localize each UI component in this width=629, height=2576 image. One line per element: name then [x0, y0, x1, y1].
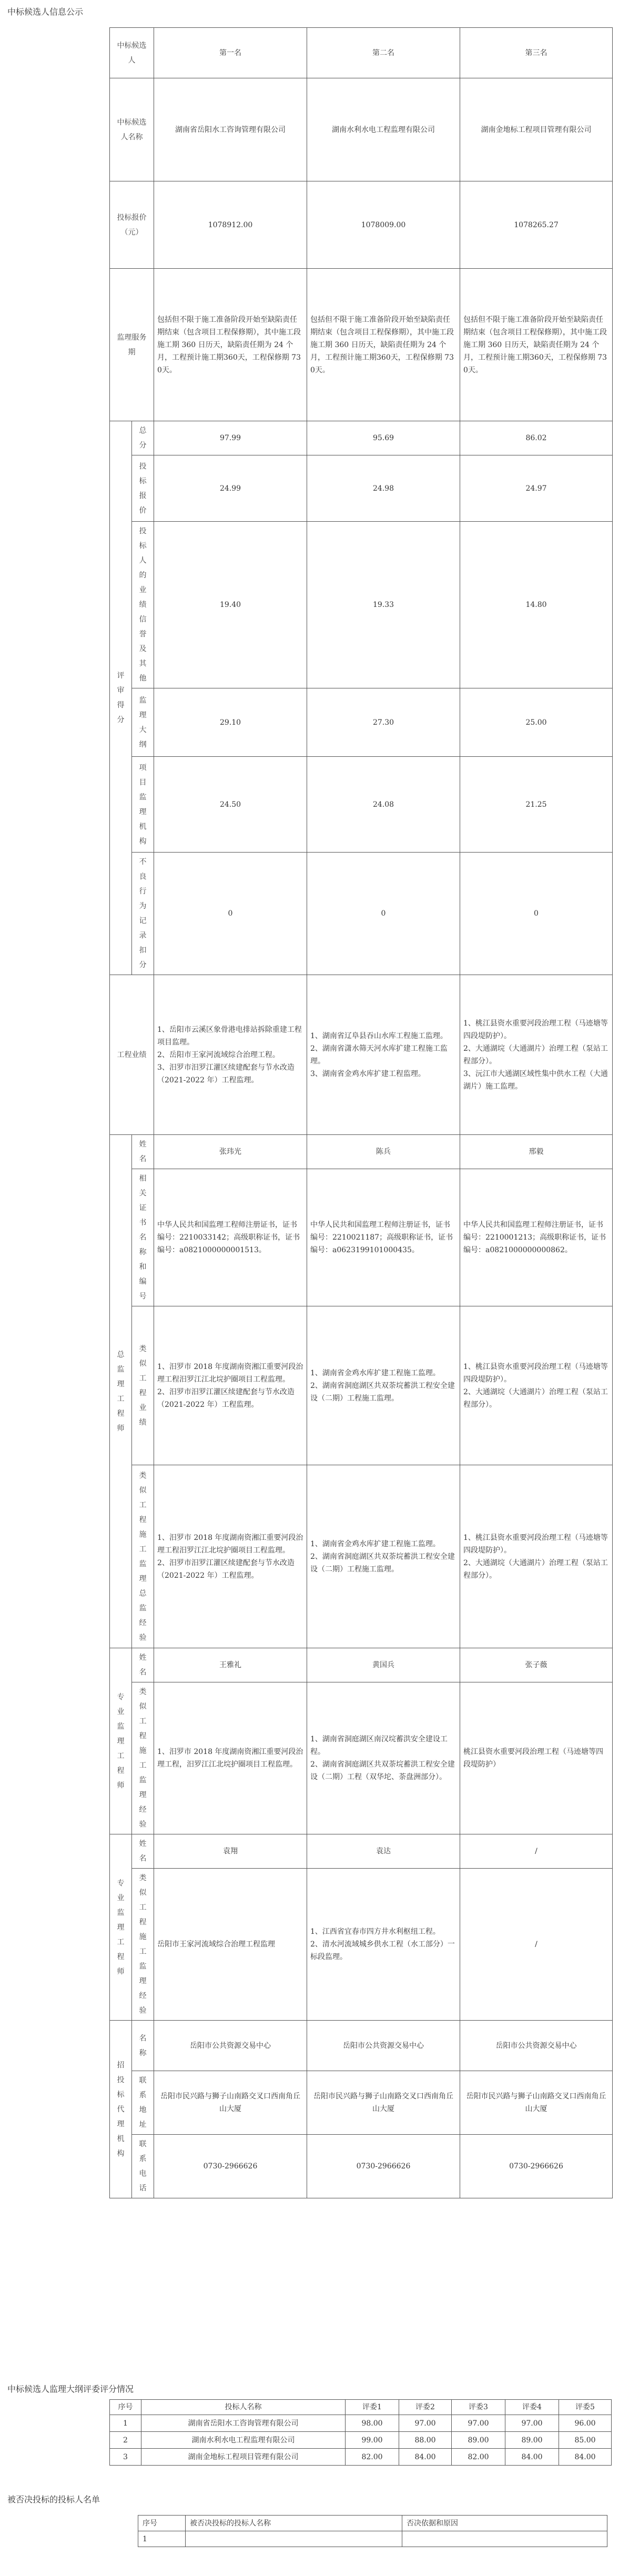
agency-tel-3: 0730-2966626	[460, 2135, 613, 2198]
spec2-exp-2: 1、江西省宜春市四方井水利枢纽工程。 2、清水河流域城乡供水工程（水工部分）一标段监理。	[307, 1869, 460, 2021]
score-cell: 99.00	[346, 2432, 399, 2449]
chief-cert-3: 中华人民共和国监理工程师注册证书，证书编号：2210001213；高级职称证书，证书编号：a0821000000000862。	[460, 1169, 613, 1306]
score-cell: 89.00	[505, 2432, 559, 2449]
agency-addr-label: 联系地址	[132, 2071, 154, 2135]
price-row	[110, 181, 613, 269]
scores-col-judge3: 评委3	[452, 2400, 505, 2415]
service-label: 监理服务期	[110, 269, 154, 421]
rejected-col-index: 序号	[138, 2516, 186, 2531]
chief-sim-1: 1、汨罗市 2018 年度湖南资湘江重要河段治理工程汨罗江江北垸护圈项目工程监理。 2、汨罗市汨罗江灌区续建配套与节水改造（2021-2022 年）工程监理。	[154, 1465, 307, 1648]
chief-sim-label: 类似工程施工监理总监经验	[132, 1465, 154, 1648]
performance-row	[110, 975, 613, 1135]
agency-group-label: 招投标代理机构	[110, 2021, 132, 2198]
spec2-exp-label: 类似工程施工监理经验	[132, 1869, 154, 2021]
eval-value-3-3: 25.00	[460, 688, 613, 757]
performance-label: 工程业绩	[110, 975, 154, 1135]
service-3: 包括但不限于施工准备阶段开始至缺陷责任期结束（包含项目工程保修期），其中施工段施工期 360 日历天，缺陷责任期为 24 个月，工程预计施工期360天，工程保修期 730天。	[460, 269, 613, 421]
score-cell: 84.00	[505, 2449, 559, 2466]
agency-name-2: 岳阳市公共资源交易中心	[307, 2021, 460, 2071]
chief-exp-label: 类似工程业绩	[132, 1306, 154, 1465]
eval-value-1-3: 24.97	[460, 455, 613, 522]
candidate-name-3: 湖南金地标工程项目管理有限公司	[460, 78, 613, 181]
rejected-col-reason: 否决依据和原因	[402, 2516, 607, 2531]
rejected-table	[138, 2515, 607, 2547]
eval-label-2: 投标人的业绩信誉及其他	[132, 522, 154, 688]
rank-row	[110, 28, 613, 78]
spec1-name-2: 黄国兵	[307, 1648, 460, 1682]
chief-cert-row	[110, 1169, 613, 1306]
chief-exp-row	[110, 1306, 613, 1465]
rejected-cell-reason	[402, 2531, 607, 2547]
performance-2: 1、湖南省辽阜县吞山水库工程施工监理。 2、湖南省潇水筛天河水库扩建工程施工监理。 3、湖南省金鸡水库扩建工程监理。	[307, 975, 460, 1135]
table-row	[110, 2449, 612, 2466]
spec1-exp-label: 类似工程施工监理经验	[132, 1682, 154, 1834]
spec2-name-row	[110, 1834, 613, 1869]
score-cell: 97.00	[505, 2415, 559, 2432]
score-cell: 97.00	[452, 2415, 505, 2432]
performance-1: 1、岳阳市云溪区象骨港电排站拆除重建工程项目监理。 2、岳阳市王家河流域综合治理工程。 3、汨罗市汨罗江灌区续建配套与节水改造（2021-2022 年）工程监理。	[154, 975, 307, 1135]
scores-col-judge2: 评委2	[399, 2400, 452, 2415]
score-cell: 85.00	[559, 2432, 612, 2449]
agency-name-row	[110, 2021, 613, 2071]
chief-sim-row	[110, 1465, 613, 1648]
candidates-table	[109, 27, 613, 2198]
spec1-group-label: 专业监理工程师	[110, 1648, 132, 1834]
eval-value-2-2: 19.33	[307, 522, 460, 688]
scores-col-index: 序号	[110, 2400, 141, 2415]
rejected-col-name: 被否决投标的投标人名称	[186, 2516, 402, 2531]
rejected-header-row	[138, 2516, 607, 2531]
scores-header-row	[110, 2400, 612, 2415]
spec1-name-label: 姓名	[132, 1648, 154, 1682]
eval-row-price	[110, 455, 613, 522]
agency-name-1: 岳阳市公共资源交易中心	[154, 2021, 307, 2071]
rejected-cell-index: 1	[138, 2531, 186, 2547]
rejected-cell-name	[186, 2531, 402, 2547]
price-2: 1078009.00	[307, 181, 460, 269]
chief-group-label: 总监理工程师	[110, 1135, 132, 1648]
eval-value-2-3: 14.80	[460, 522, 613, 688]
score-cell: 84.00	[399, 2449, 452, 2466]
score-cell: 98.00	[346, 2415, 399, 2432]
chief-exp-1: 1、汨罗市 2018 年度湖南资湘江重要河段治理工程汨罗江江北垸护圈项目工程监理。 2、汨罗市汨罗江灌区续建配套与节水改造（2021-2022 年）工程监理。	[154, 1306, 307, 1465]
rank-1: 第一名	[154, 28, 307, 78]
price-3: 1078265.27	[460, 181, 613, 269]
chief-cert-2: 中华人民共和国监理工程师注册证书，证书编号：2210021187；高级职称证书，证书编号：a0623199101000435。	[307, 1169, 460, 1306]
eval-label-5: 不良行为记录扣分	[132, 853, 154, 975]
price-label: 投标报价（元）	[110, 181, 154, 269]
spec1-name-1: 王雅礼	[154, 1648, 307, 1682]
score-cell: 湖南省岳阳水工咨询管理有限公司	[141, 2415, 346, 2432]
eval-value-5-2: 0	[307, 853, 460, 975]
spec2-exp-row	[110, 1869, 613, 2021]
spec2-name-2: 袁达	[307, 1834, 460, 1869]
score-cell: 89.00	[452, 2432, 505, 2449]
chief-name-3: 邢毅	[460, 1135, 613, 1169]
eval-value-2-1: 19.40	[154, 522, 307, 688]
scores-col-judge1: 评委1	[346, 2400, 399, 2415]
score-cell: 82.00	[452, 2449, 505, 2466]
table-row	[110, 2415, 612, 2432]
eval-row-penalty	[110, 853, 613, 975]
eval-value-0-3: 86.02	[460, 421, 613, 455]
chief-cert-label: 相关证书名称和编号	[132, 1169, 154, 1306]
agency-tel-2: 0730-2966626	[307, 2135, 460, 2198]
candidate-name-2: 湖南水利水电工程监理有限公司	[307, 78, 460, 181]
score-cell: 84.00	[559, 2449, 612, 2466]
agency-addr-row	[110, 2071, 613, 2135]
score-cell: 湖南水利水电工程监理有限公司	[141, 2432, 346, 2449]
eval-group-label: 评审得分	[110, 421, 132, 975]
agency-tel-1: 0730-2966626	[154, 2135, 307, 2198]
eval-value-5-3: 0	[460, 853, 613, 975]
agency-tel-label: 联系电话	[132, 2135, 154, 2198]
name-label: 中标候选人名称	[110, 78, 154, 181]
spec2-exp-3: /	[460, 1869, 613, 2021]
chief-name-1: 张玮光	[154, 1135, 307, 1169]
chief-name-label: 姓名	[132, 1135, 154, 1169]
scores-col-name: 投标人名称	[141, 2400, 346, 2415]
eval-value-3-1: 29.10	[154, 688, 307, 757]
eval-label-3: 监理大纲	[132, 688, 154, 757]
rank-3: 第三名	[460, 28, 613, 78]
score-cell: 湖南金地标工程项目管理有限公司	[141, 2449, 346, 2466]
score-cell: 1	[110, 2415, 141, 2432]
eval-label-4: 项目监理机构	[132, 757, 154, 853]
eval-value-4-1: 24.50	[154, 757, 307, 853]
agency-addr-1: 岳阳市民兴路与狮子山南路交叉口西南角丘山大厦	[154, 2071, 307, 2135]
spec2-name-1: 袁翔	[154, 1834, 307, 1869]
eval-value-0-2: 95.69	[307, 421, 460, 455]
spec1-exp-row	[110, 1682, 613, 1834]
chief-exp-3: 1、桃江县资水重要河段治理工程（马迹塘等四段堤防护）。 2、大通湖垸（大通湖片）治理工程（泵站工程部分）。	[460, 1306, 613, 1465]
eval-row-total	[110, 421, 613, 455]
spec1-name-3: 张子薇	[460, 1648, 613, 1682]
chief-cert-1: 中华人民共和国监理工程师注册证书，证书编号：2210033142；高级职称证书，证书编号：a0821000000001513。	[154, 1169, 307, 1306]
score-cell: 97.00	[399, 2415, 452, 2432]
rejected-section-title: 被否决投标的投标人名单	[7, 2494, 100, 2504]
rank-2: 第二名	[307, 28, 460, 78]
candidate-name-1: 湖南省岳阳水工咨询管理有限公司	[154, 78, 307, 181]
eval-value-1-1: 24.99	[154, 455, 307, 522]
spec2-group-label: 专业监理工程师	[110, 1834, 132, 2021]
eval-value-4-2: 24.08	[307, 757, 460, 853]
eval-value-5-1: 0	[154, 853, 307, 975]
spec2-name-label: 姓名	[132, 1834, 154, 1869]
eval-label-1: 投标报价	[132, 455, 154, 522]
chief-sim-2: 1、湖南省金鸡水库扩建工程施工监理。 2、湖南省洞庭湖区共双荼垸蓄洪工程安全建设（二期）工程施工监理。	[307, 1465, 460, 1648]
table-row	[110, 2432, 612, 2449]
name-row	[110, 78, 613, 181]
service-2: 包括但不限于施工准备阶段开始至缺陷责任期结束（包含项目工程保修期），其中施工段施工期 360 日历天，缺陷责任期为 24 个月，工程预计施工期360天，工程保修期 730天。	[307, 269, 460, 421]
eval-row-organization	[110, 757, 613, 853]
agency-addr-2: 岳阳市民兴路与狮子山南路交叉口西南角丘山大厦	[307, 2071, 460, 2135]
eval-value-1-2: 24.98	[307, 455, 460, 522]
eval-label-0: 总分	[132, 421, 154, 455]
eval-row-outline	[110, 688, 613, 757]
agency-name-3: 岳阳市公共资源交易中心	[460, 2021, 613, 2071]
chief-exp-2: 1、湖南省金鸡水库扩建工程施工监理。 2、湖南省洞庭湖区共双荼垸蓄洪工程安全建设（二期）工程施工监理。	[307, 1306, 460, 1465]
score-cell: 96.00	[559, 2415, 612, 2432]
scores-table	[109, 2399, 612, 2466]
scores-col-judge4: 评委4	[505, 2400, 559, 2415]
service-row	[110, 269, 613, 421]
agency-name-label: 名称	[132, 2021, 154, 2071]
spec2-name-3: /	[460, 1834, 613, 1869]
score-cell: 82.00	[346, 2449, 399, 2466]
eval-value-3-2: 27.30	[307, 688, 460, 757]
scores-section-title: 中标候选人监理大纲评委评分情况	[7, 2384, 134, 2394]
spec1-exp-2: 1、湖南省洞庭湖区南汉垸蓄洪安全建设工程。 2、湖南省洞庭湖区共双荼垸蓄洪工程安全建设（二期）工程（双华坨、荼盘洲部分）。	[307, 1682, 460, 1834]
table-row	[138, 2531, 607, 2547]
spec1-name-row	[110, 1648, 613, 1682]
service-1: 包括但不限于施工准备阶段开始至缺陷责任期结束（包含项目工程保修期），其中施工段施工期 360 日历天，缺陷责任期为 24 个月，工程预计施工期360天，工程保修期 730天。	[154, 269, 307, 421]
spec2-exp-1: 岳阳市王家河流域综合治理工程监理	[154, 1869, 307, 2021]
score-cell: 3	[110, 2449, 141, 2466]
score-cell: 2	[110, 2432, 141, 2449]
spec1-exp-1: 1、汨罗市 2018 年度湖南资湘江重要河段治理工程，汨罗江江北垸护圈项目工程监理。	[154, 1682, 307, 1834]
eval-value-0-1: 97.99	[154, 421, 307, 455]
eval-row-performance	[110, 522, 613, 688]
spec1-exp-3: 桃江县资水重要河段治理工程（马迹塘等四段堤防护）	[460, 1682, 613, 1834]
agency-tel-row	[110, 2135, 613, 2198]
price-1: 1078912.00	[154, 181, 307, 269]
score-cell: 88.00	[399, 2432, 452, 2449]
candidate-header-label: 中标候选人	[110, 28, 154, 78]
chief-name-row	[110, 1135, 613, 1169]
agency-addr-3: 岳阳市民兴路与狮子山南路交叉口西南角丘山大厦	[460, 2071, 613, 2135]
candidates-section-title: 中标候选人信息公示	[7, 7, 84, 17]
chief-sim-3: 1、桃江县资水重要河段治理工程（马迹塘等四段堤防护）。 2、大通湖垸（大通湖片）治理工程（泵站工程部分）。	[460, 1465, 613, 1648]
chief-name-2: 陈兵	[307, 1135, 460, 1169]
eval-value-4-3: 21.25	[460, 757, 613, 853]
scores-col-judge5: 评委5	[559, 2400, 612, 2415]
performance-3: 1、桃江县资水重要河段治理工程（马迹塘等四段堤防护）。 2、大通湖垸（大通湖片）治理工程（泵站工程部分）。 3、沅江市大通湖区域性集中供水工程（大通湖片）施工监理。	[460, 975, 613, 1135]
